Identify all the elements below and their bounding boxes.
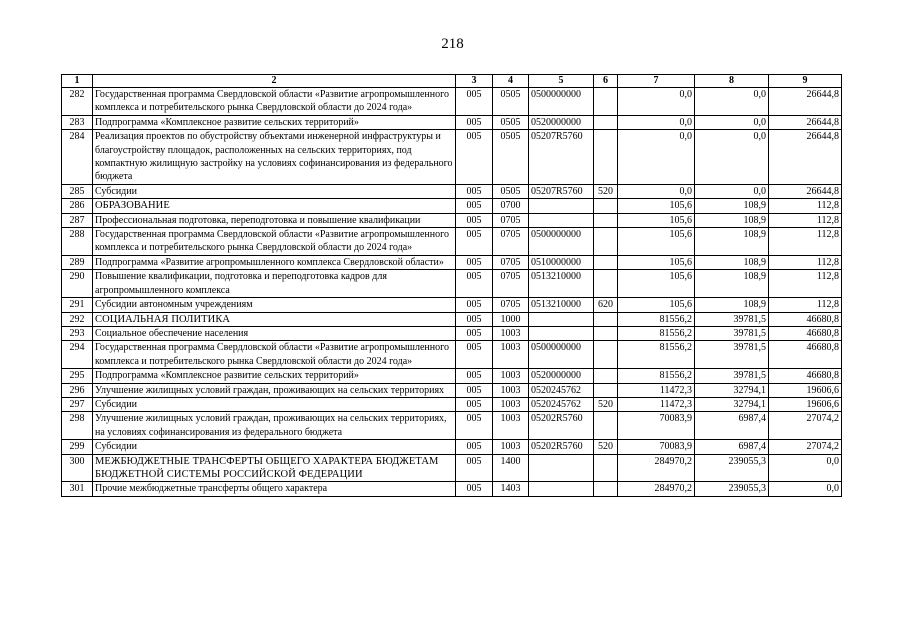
row-code-target <box>529 454 594 482</box>
row-amount-2: 0,0 <box>695 130 769 185</box>
row-code-target: 0520000000 <box>529 115 594 129</box>
row-amount-3: 112,8 <box>769 228 842 256</box>
row-code-section: 1003 <box>493 326 529 340</box>
row-code-section: 0705 <box>493 228 529 256</box>
row-code-target: 0500000000 <box>529 341 594 369</box>
row-name: Государственная программа Свердловской области «Развитие агропромышленного комплекса и потребительского рынка Свердловской области до 2024 года» <box>93 341 456 369</box>
row-code-expense-type: 520 <box>594 184 618 198</box>
row-code-admin: 005 <box>456 184 493 198</box>
page-number: 218 <box>441 36 464 52</box>
table-row <box>62 326 842 340</box>
row-amount-1: 81556,2 <box>618 326 695 340</box>
row-amount-1: 11472,3 <box>618 397 695 411</box>
col-header-7: 7 <box>618 75 695 88</box>
row-amount-3: 27074,2 <box>769 440 842 454</box>
row-code-admin: 005 <box>456 213 493 227</box>
row-number: 300 <box>62 454 93 482</box>
row-name: СОЦИАЛЬНАЯ ПОЛИТИКА <box>93 312 456 326</box>
row-code-section: 1003 <box>493 369 529 383</box>
row-amount-1: 11472,3 <box>618 383 695 397</box>
row-number: 293 <box>62 326 93 340</box>
row-name: Субсидии автономным учреждениям <box>93 298 456 312</box>
row-amount-3: 0,0 <box>769 482 842 496</box>
row-amount-1: 105,6 <box>618 213 695 227</box>
row-code-section: 1003 <box>493 341 529 369</box>
row-code-section: 0705 <box>493 270 529 298</box>
row-code-target <box>529 482 594 496</box>
col-header-6: 6 <box>594 75 618 88</box>
row-amount-1: 105,6 <box>618 270 695 298</box>
row-code-section: 0705 <box>493 213 529 227</box>
row-code-target: 0520245762 <box>529 397 594 411</box>
row-code-target: 05207R5760 <box>529 130 594 185</box>
row-code-section: 1400 <box>493 454 529 482</box>
row-code-section: 1003 <box>493 397 529 411</box>
row-code-target <box>529 213 594 227</box>
col-header-5: 5 <box>529 75 594 88</box>
table-row <box>62 482 842 496</box>
row-code-section: 1003 <box>493 412 529 440</box>
row-amount-1: 105,6 <box>618 199 695 213</box>
row-amount-1: 81556,2 <box>618 312 695 326</box>
row-name: Повышение квалификации, подготовка и переподготовка кадров для агропромышленного комплекса <box>93 270 456 298</box>
row-code-target: 05202R5760 <box>529 412 594 440</box>
row-amount-3: 112,8 <box>769 270 842 298</box>
row-amount-2: 39781,5 <box>695 341 769 369</box>
row-amount-1: 0,0 <box>618 88 695 116</box>
row-code-admin: 005 <box>456 482 493 496</box>
row-code-admin: 005 <box>456 383 493 397</box>
row-name: Профессиональная подготовка, переподготовка и повышение квалификации <box>93 213 456 227</box>
row-code-expense-type <box>594 199 618 213</box>
row-number: 301 <box>62 482 93 496</box>
row-name: Подпрограмма «Комплексное развитие сельских территорий» <box>93 369 456 383</box>
row-name: Реализация проектов по обустройству объектами инженерной инфраструктуры и благоустройству площадок, расположенных на сельских территориях, под компактную жилищную застройку на условиях софинансирования из федерального бюджета <box>93 130 456 185</box>
row-code-section: 1003 <box>493 440 529 454</box>
row-code-expense-type <box>594 270 618 298</box>
row-amount-2: 108,9 <box>695 298 769 312</box>
row-code-expense-type <box>594 255 618 269</box>
row-code-section: 0705 <box>493 298 529 312</box>
table-row <box>62 412 842 440</box>
row-amount-2: 39781,5 <box>695 369 769 383</box>
row-amount-3: 46680,8 <box>769 369 842 383</box>
row-number: 299 <box>62 440 93 454</box>
row-code-target: 0513210000 <box>529 270 594 298</box>
row-name: Подпрограмма «Развитие агропромышленного комплекса Свердловской области» <box>93 255 456 269</box>
row-number: 291 <box>62 298 93 312</box>
row-code-expense-type <box>594 115 618 129</box>
row-code-admin: 005 <box>456 115 493 129</box>
row-amount-2: 108,9 <box>695 199 769 213</box>
table-row <box>62 440 842 454</box>
header-row <box>62 75 842 88</box>
row-amount-1: 284970,2 <box>618 482 695 496</box>
row-number: 282 <box>62 88 93 116</box>
row-name: Подпрограмма «Комплексное развитие сельских территорий» <box>93 115 456 129</box>
row-number: 298 <box>62 412 93 440</box>
row-amount-3: 26644,8 <box>769 130 842 185</box>
row-number: 297 <box>62 397 93 411</box>
row-code-expense-type <box>594 213 618 227</box>
row-code-target: 0520000000 <box>529 369 594 383</box>
row-number: 295 <box>62 369 93 383</box>
row-amount-3: 26644,8 <box>769 184 842 198</box>
row-code-target <box>529 199 594 213</box>
row-amount-2: 108,9 <box>695 255 769 269</box>
col-header-9: 9 <box>769 75 842 88</box>
row-amount-2: 108,9 <box>695 213 769 227</box>
table-row <box>62 341 842 369</box>
row-name: Государственная программа Свердловской области «Развитие агропромышленного комплекса и потребительского рынка Свердловской области до 2024 года» <box>93 88 456 116</box>
row-code-section: 1000 <box>493 312 529 326</box>
row-amount-1: 0,0 <box>618 130 695 185</box>
row-code-expense-type <box>594 326 618 340</box>
row-number: 283 <box>62 115 93 129</box>
table-row <box>62 454 842 482</box>
row-code-admin: 005 <box>456 440 493 454</box>
row-number: 294 <box>62 341 93 369</box>
table-row <box>62 397 842 411</box>
row-number: 292 <box>62 312 93 326</box>
row-code-section: 0505 <box>493 130 529 185</box>
row-amount-2: 108,9 <box>695 270 769 298</box>
row-code-section: 1003 <box>493 383 529 397</box>
col-header-3: 3 <box>456 75 493 88</box>
table-row <box>62 369 842 383</box>
row-code-section: 1403 <box>493 482 529 496</box>
row-code-target: 05202R5760 <box>529 440 594 454</box>
col-header-8: 8 <box>695 75 769 88</box>
table-row <box>62 130 842 185</box>
row-code-target: 0510000000 <box>529 255 594 269</box>
row-amount-1: 0,0 <box>618 115 695 129</box>
col-header-2: 2 <box>93 75 456 88</box>
col-header-1: 1 <box>62 75 93 88</box>
row-amount-1: 284970,2 <box>618 454 695 482</box>
row-number: 296 <box>62 383 93 397</box>
row-code-section: 0700 <box>493 199 529 213</box>
row-amount-1: 0,0 <box>618 184 695 198</box>
row-amount-1: 81556,2 <box>618 369 695 383</box>
row-amount-3: 112,8 <box>769 213 842 227</box>
table-body <box>62 88 842 497</box>
row-amount-2: 0,0 <box>695 184 769 198</box>
row-number: 286 <box>62 199 93 213</box>
row-code-admin: 005 <box>456 369 493 383</box>
row-code-expense-type: 520 <box>594 440 618 454</box>
table-row <box>62 255 842 269</box>
col-header-4: 4 <box>493 75 529 88</box>
row-amount-1: 81556,2 <box>618 341 695 369</box>
row-code-target: 05207R5760 <box>529 184 594 198</box>
row-amount-3: 112,8 <box>769 199 842 213</box>
row-amount-3: 46680,8 <box>769 326 842 340</box>
row-name: Субсидии <box>93 440 456 454</box>
row-amount-2: 39781,5 <box>695 326 769 340</box>
row-code-expense-type <box>594 228 618 256</box>
table-row <box>62 88 842 116</box>
table-row <box>62 213 842 227</box>
row-amount-2: 0,0 <box>695 88 769 116</box>
row-amount-1: 105,6 <box>618 255 695 269</box>
row-amount-3: 46680,8 <box>769 341 842 369</box>
row-amount-2: 108,9 <box>695 228 769 256</box>
row-amount-2: 6987,4 <box>695 412 769 440</box>
table-row <box>62 383 842 397</box>
row-code-admin: 005 <box>456 298 493 312</box>
row-code-target <box>529 326 594 340</box>
row-amount-3: 19606,6 <box>769 383 842 397</box>
row-code-admin: 005 <box>456 312 493 326</box>
row-amount-2: 6987,4 <box>695 440 769 454</box>
row-amount-3: 46680,8 <box>769 312 842 326</box>
row-amount-2: 32794,1 <box>695 383 769 397</box>
row-code-admin: 005 <box>456 255 493 269</box>
row-amount-2: 0,0 <box>695 115 769 129</box>
row-name: Субсидии <box>93 184 456 198</box>
table-row <box>62 270 842 298</box>
row-code-expense-type <box>594 369 618 383</box>
row-name: МЕЖБЮДЖЕТНЫЕ ТРАНСФЕРТЫ ОБЩЕГО ХАРАКТЕРА БЮДЖЕТАМ БЮДЖЕТНОЙ СИСТЕМЫ РОССИЙСКОЙ ФЕДЕРАЦИИ <box>93 454 456 482</box>
row-amount-1: 70083,9 <box>618 440 695 454</box>
row-code-target: 0520245762 <box>529 383 594 397</box>
row-code-target <box>529 312 594 326</box>
row-number: 289 <box>62 255 93 269</box>
row-name: Социальное обеспечение населения <box>93 326 456 340</box>
row-code-admin: 005 <box>456 397 493 411</box>
row-number: 287 <box>62 213 93 227</box>
row-code-expense-type <box>594 383 618 397</box>
row-number: 284 <box>62 130 93 185</box>
table-row <box>62 115 842 129</box>
row-code-expense-type <box>594 88 618 116</box>
row-code-admin: 005 <box>456 412 493 440</box>
row-code-target: 0500000000 <box>529 228 594 256</box>
row-amount-3: 26644,8 <box>769 115 842 129</box>
row-code-admin: 005 <box>456 326 493 340</box>
row-code-expense-type: 520 <box>594 397 618 411</box>
row-amount-3: 26644,8 <box>769 88 842 116</box>
table-row <box>62 184 842 198</box>
table-row <box>62 298 842 312</box>
row-code-expense-type <box>594 341 618 369</box>
row-name: Улучшение жилищных условий граждан, проживающих на сельских территориях <box>93 383 456 397</box>
row-code-expense-type <box>594 130 618 185</box>
row-amount-1: 105,6 <box>618 228 695 256</box>
row-name: Субсидии <box>93 397 456 411</box>
row-code-admin: 005 <box>456 270 493 298</box>
row-code-expense-type <box>594 412 618 440</box>
table-row <box>62 228 842 256</box>
row-code-target: 0513210000 <box>529 298 594 312</box>
row-amount-1: 105,6 <box>618 298 695 312</box>
row-name: Государственная программа Свердловской области «Развитие агропромышленного комплекса и потребительского рынка Свердловской области до 2024 года» <box>93 228 456 256</box>
row-code-section: 0505 <box>493 88 529 116</box>
table-row <box>62 199 842 213</box>
row-amount-3: 112,8 <box>769 255 842 269</box>
row-code-expense-type <box>594 482 618 496</box>
row-code-admin: 005 <box>456 341 493 369</box>
row-number: 285 <box>62 184 93 198</box>
row-number: 290 <box>62 270 93 298</box>
row-code-section: 0505 <box>493 184 529 198</box>
row-amount-2: 239055,3 <box>695 482 769 496</box>
row-amount-2: 239055,3 <box>695 454 769 482</box>
row-amount-3: 27074,2 <box>769 412 842 440</box>
row-code-section: 0705 <box>493 255 529 269</box>
table-row <box>62 312 842 326</box>
row-code-admin: 005 <box>456 130 493 185</box>
budget-table <box>61 74 842 497</box>
row-amount-3: 0,0 <box>769 454 842 482</box>
row-code-target: 0500000000 <box>529 88 594 116</box>
row-name: ОБРАЗОВАНИЕ <box>93 199 456 213</box>
row-code-admin: 005 <box>456 199 493 213</box>
row-amount-3: 112,8 <box>769 298 842 312</box>
row-code-admin: 005 <box>456 228 493 256</box>
row-name: Прочие межбюджетные трансферты общего характера <box>93 482 456 496</box>
row-amount-1: 70083,9 <box>618 412 695 440</box>
row-code-admin: 005 <box>456 88 493 116</box>
row-amount-3: 19606,6 <box>769 397 842 411</box>
row-amount-2: 39781,5 <box>695 312 769 326</box>
row-code-expense-type <box>594 312 618 326</box>
row-code-expense-type: 620 <box>594 298 618 312</box>
row-name: Улучшение жилищных условий граждан, проживающих на сельских территориях, на условиях софинансирования из федерального бюджета <box>93 412 456 440</box>
row-code-section: 0505 <box>493 115 529 129</box>
row-amount-2: 32794,1 <box>695 397 769 411</box>
row-code-admin: 005 <box>456 454 493 482</box>
row-number: 288 <box>62 228 93 256</box>
row-code-expense-type <box>594 454 618 482</box>
